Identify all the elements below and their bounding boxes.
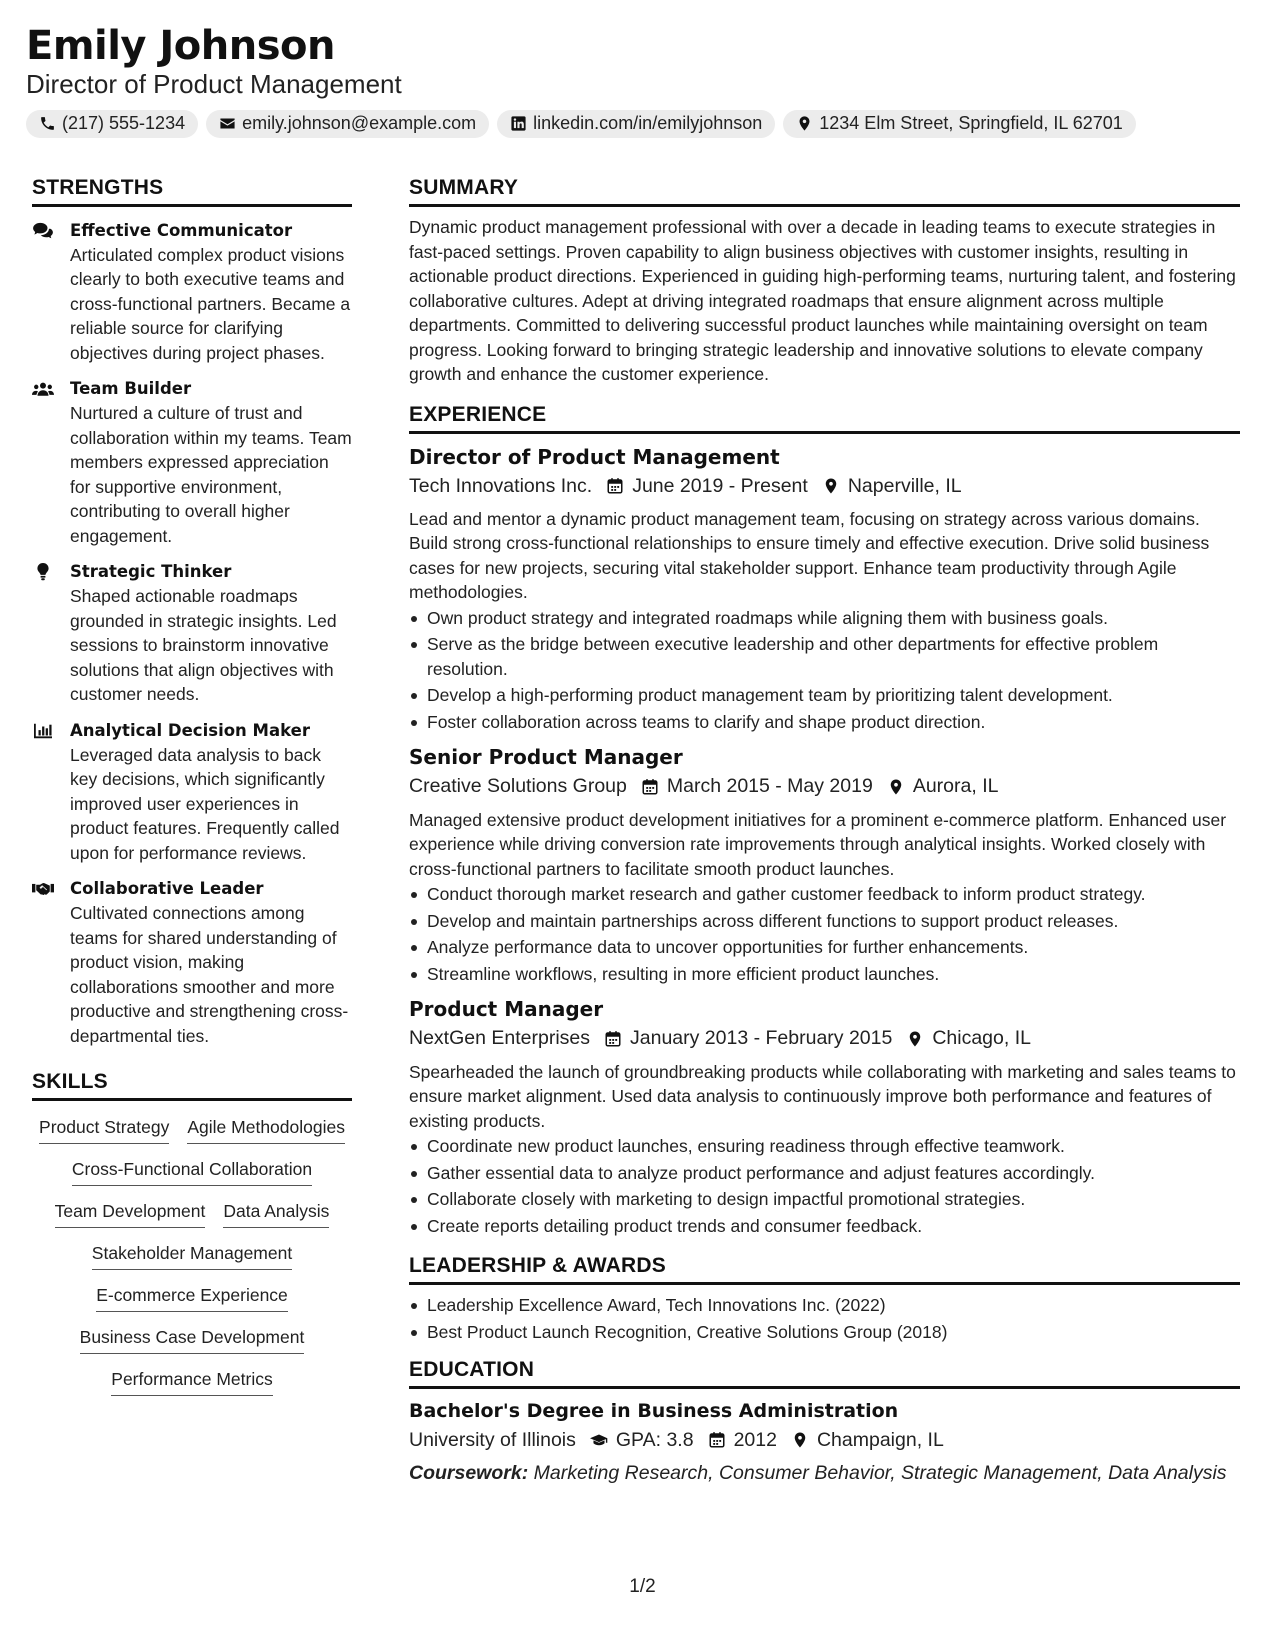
list-item: Conduct thorough market research and gather customer feedback to inform product strategy. <box>409 882 1240 907</box>
job-location: Aurora, IL <box>912 775 999 798</box>
education-meta <box>409 1428 1240 1453</box>
skills-list <box>32 1115 352 1396</box>
skill-tag: Stakeholder Management <box>92 1241 292 1270</box>
handshake-icon <box>32 880 54 898</box>
left-column <box>32 176 352 1396</box>
skill-tag: Team Development <box>55 1199 206 1228</box>
strength-title: Effective Communicator <box>70 221 293 240</box>
job-description: Lead and mentor a dynamic product management team, focusing on strategy across various domains. Build strong cross-functional relationships to ensure timely and effective execution. Drive solid business cases for new projects, securing vital stakeholder support. Enhance team productivity through Agile methodologies. <box>409 508 1210 603</box>
skill-tag: Product Strategy <box>39 1115 169 1144</box>
skill-tag: Business Case Development <box>80 1325 305 1354</box>
degree-title: Bachelor's Degree in Business Administration <box>409 1400 899 1423</box>
strength-desc: Articulated complex product visions clearly to both executive teams and cross-functional partners. Became a reliable source for clarifying objectives during project phases. <box>70 244 351 363</box>
list-item: Best Product Launch Recognition, Creative Solutions Group (2018) <box>409 1320 1240 1345</box>
map-pin-icon <box>791 1431 809 1449</box>
awards-heading: LEADERSHIP & AWARDS <box>409 1254 1240 1285</box>
job-dates: June 2019 - Present <box>632 474 808 497</box>
strength-desc: Shaped actionable roadmaps grounded in strategic insights. Led sessions to brainstorm innovative solutions that align objectives with customer needs. <box>70 586 337 705</box>
job-location: Naperville, IL <box>847 474 962 497</box>
strength-title: Team Builder <box>70 379 192 399</box>
contact-phone-text: (217) 555-1234 <box>62 113 186 134</box>
contact-linkedin[interactable] <box>497 110 775 138</box>
skill-tag: Data Analysis <box>223 1199 329 1228</box>
linkedin-icon <box>510 115 527 132</box>
list-item: Analyze performance data to uncover opportunities for further enhancements. <box>409 935 1240 960</box>
strength-desc: Cultivated connections among teams for shared understanding of product vision, making collaborations smoother and more productive and strengthening cross-departmental ties. <box>70 903 349 1046</box>
list-item: Streamline workflows, resulting in more efficient product launches. <box>409 962 1240 987</box>
phone-icon <box>39 115 56 132</box>
strength-title: Analytical Decision Maker <box>70 720 310 740</box>
job-bullets <box>409 882 1240 986</box>
list-item: Develop and maintain partnerships across different functions to support product releases. <box>409 909 1240 934</box>
gpa: GPA: 3.8 <box>615 1428 694 1451</box>
job-entry <box>409 744 1240 986</box>
job-company: NextGen Enterprises <box>409 1027 590 1050</box>
coursework <box>409 1461 1240 1486</box>
candidate-name: Emily Johnson <box>26 23 336 69</box>
school-location: Champaign, IL <box>816 1428 944 1451</box>
bar-chart-icon <box>32 722 54 740</box>
users-icon <box>32 380 54 398</box>
list-item: Leadership Excellence Award, Tech Innovations Inc. (2022) <box>409 1293 1240 1318</box>
map-pin-icon <box>887 778 905 796</box>
strengths-list <box>32 219 352 1048</box>
education-heading: EDUCATION <box>409 1358 1240 1389</box>
graduation-year: 2012 <box>733 1428 777 1451</box>
skills-heading: SKILLS <box>32 1070 352 1101</box>
map-pin-icon <box>822 477 840 495</box>
experience-heading: EXPERIENCE <box>409 403 1240 434</box>
job-meta <box>409 474 1240 499</box>
job-entry <box>409 444 1240 735</box>
list-item: Create reports detailing product trends and consumer feedback. <box>409 1214 1240 1239</box>
strength-desc: Leveraged data analysis to back key decisions, which significantly improved user experiences in product features. Frequently called upon for performance reviews. <box>70 744 340 863</box>
list-item: Collaborate closely with marketing to design impactful promotional strategies. <box>409 1187 1240 1212</box>
job-title: Director of Product Management <box>409 444 780 469</box>
job-company: Tech Innovations Inc. <box>409 474 593 497</box>
comments-icon <box>32 222 54 240</box>
job-description: Managed extensive product development initiatives for a prominent e-commerce platform. Enhanced user experience while driving conversion rate improvements through analytical insights. Worked closely with cross-functional partners to facilitate smooth product launches. <box>409 809 1227 879</box>
list-item: Coordinate new product launches, ensuring readiness through effective teamwork. <box>409 1134 1240 1159</box>
list-item: Gather essential data to analyze product performance and adjust features accordingly. <box>409 1161 1240 1186</box>
strength-title: Strategic Thinker <box>70 562 232 582</box>
job-bullets <box>409 1134 1240 1238</box>
list-item: Develop a high-performing product management team by prioritizing talent development. <box>409 683 1240 708</box>
strengths-heading: STRENGTHS <box>32 176 352 207</box>
contact-email[interactable] <box>206 110 489 138</box>
awards-list <box>409 1293 1240 1344</box>
job-title: Product Manager <box>409 997 604 1022</box>
contact-address <box>783 110 1136 138</box>
list-item: Foster collaboration across teams to clarify and shape product direction. <box>409 710 1240 735</box>
contact-address-text: 1234 Elm Street, Springfield, IL 62701 <box>819 113 1123 134</box>
page-number: 1/2 <box>629 1576 656 1597</box>
strength-item <box>32 719 352 865</box>
lightbulb-icon <box>32 563 54 581</box>
skill-tag: Agile Methodologies <box>187 1115 345 1144</box>
strength-item <box>32 877 352 1048</box>
map-pin-icon <box>906 1030 924 1048</box>
skill-tag: Performance Metrics <box>111 1367 272 1396</box>
list-item: Serve as the bridge between executive leadership and other departments for effective problem resolution. <box>409 632 1240 681</box>
candidate-title: Director of Product Management <box>26 69 402 99</box>
resume-header <box>26 22 1249 138</box>
job-company: Creative Solutions Group <box>409 775 627 798</box>
calendar-icon <box>708 1431 726 1449</box>
job-location: Chicago, IL <box>932 1027 1031 1050</box>
strength-title: Collaborative Leader <box>70 879 264 899</box>
calendar-icon <box>641 778 659 796</box>
job-dates: March 2015 - May 2019 <box>666 775 873 798</box>
job-meta <box>409 774 1240 799</box>
calendar-icon <box>604 1030 622 1048</box>
job-bullets <box>409 606 1240 735</box>
skill-tag: E-commerce Experience <box>96 1283 288 1312</box>
coursework-list: Marketing Research, Consumer Behavior, Strategic Management, Data Analysis <box>533 1462 1227 1485</box>
job-dates: January 2013 - February 2015 <box>630 1027 893 1050</box>
summary-text: Dynamic product management professional with over a decade in leading teams to execute strategies in fast-paced settings. Proven capability to align business objectives with customer insights, resulting in actionable product directions. Experienced in guiding high-performing teams, nurturing talent, and fostering collaborative cultures. Adept at driving integrated roadmaps that ensure alignment across multiple departments. Committed to delivering successful product launches while maintaining oversight on team progress. Looking forward to bringing strategic leadership and innovative solutions to elevate company growth and enhance the customer experience. <box>409 217 1236 384</box>
contact-linkedin-text: linkedin.com/in/emilyjohnson <box>533 113 763 134</box>
contact-email-text: emily.johnson@example.com <box>242 113 477 134</box>
summary-heading: SUMMARY <box>409 176 1240 207</box>
contact-bar <box>26 110 1249 138</box>
graduation-cap-icon <box>590 1431 608 1449</box>
strength-item <box>32 560 352 706</box>
job-description: Spearheaded the launch of groundbreaking products while collaborating with marketing and sales teams to ensure market alignment. Used data analysis to continuously improve both performance and features of existing products. <box>409 1061 1236 1131</box>
contact-phone[interactable] <box>26 110 198 138</box>
strength-desc: Nurtured a culture of trust and collaboration within my teams. Team members expressed appreciation for supportive environment, contributing to overall higher engagement. <box>70 403 352 546</box>
envelope-icon <box>219 115 236 132</box>
job-entry <box>409 996 1240 1238</box>
job-title: Senior Product Manager <box>409 745 683 770</box>
coursework-label: Coursework: <box>409 1462 529 1485</box>
skill-tag: Cross-Functional Collaboration <box>72 1157 312 1186</box>
calendar-icon <box>606 477 624 495</box>
strength-item <box>32 377 352 548</box>
map-pin-icon <box>796 115 813 132</box>
strength-item <box>32 219 352 365</box>
list-item: Own product strategy and integrated roadmaps while aligning them with business goals. <box>409 606 1240 631</box>
job-meta <box>409 1026 1240 1051</box>
school-name: University of Illinois <box>409 1428 576 1451</box>
right-column <box>409 176 1240 1486</box>
